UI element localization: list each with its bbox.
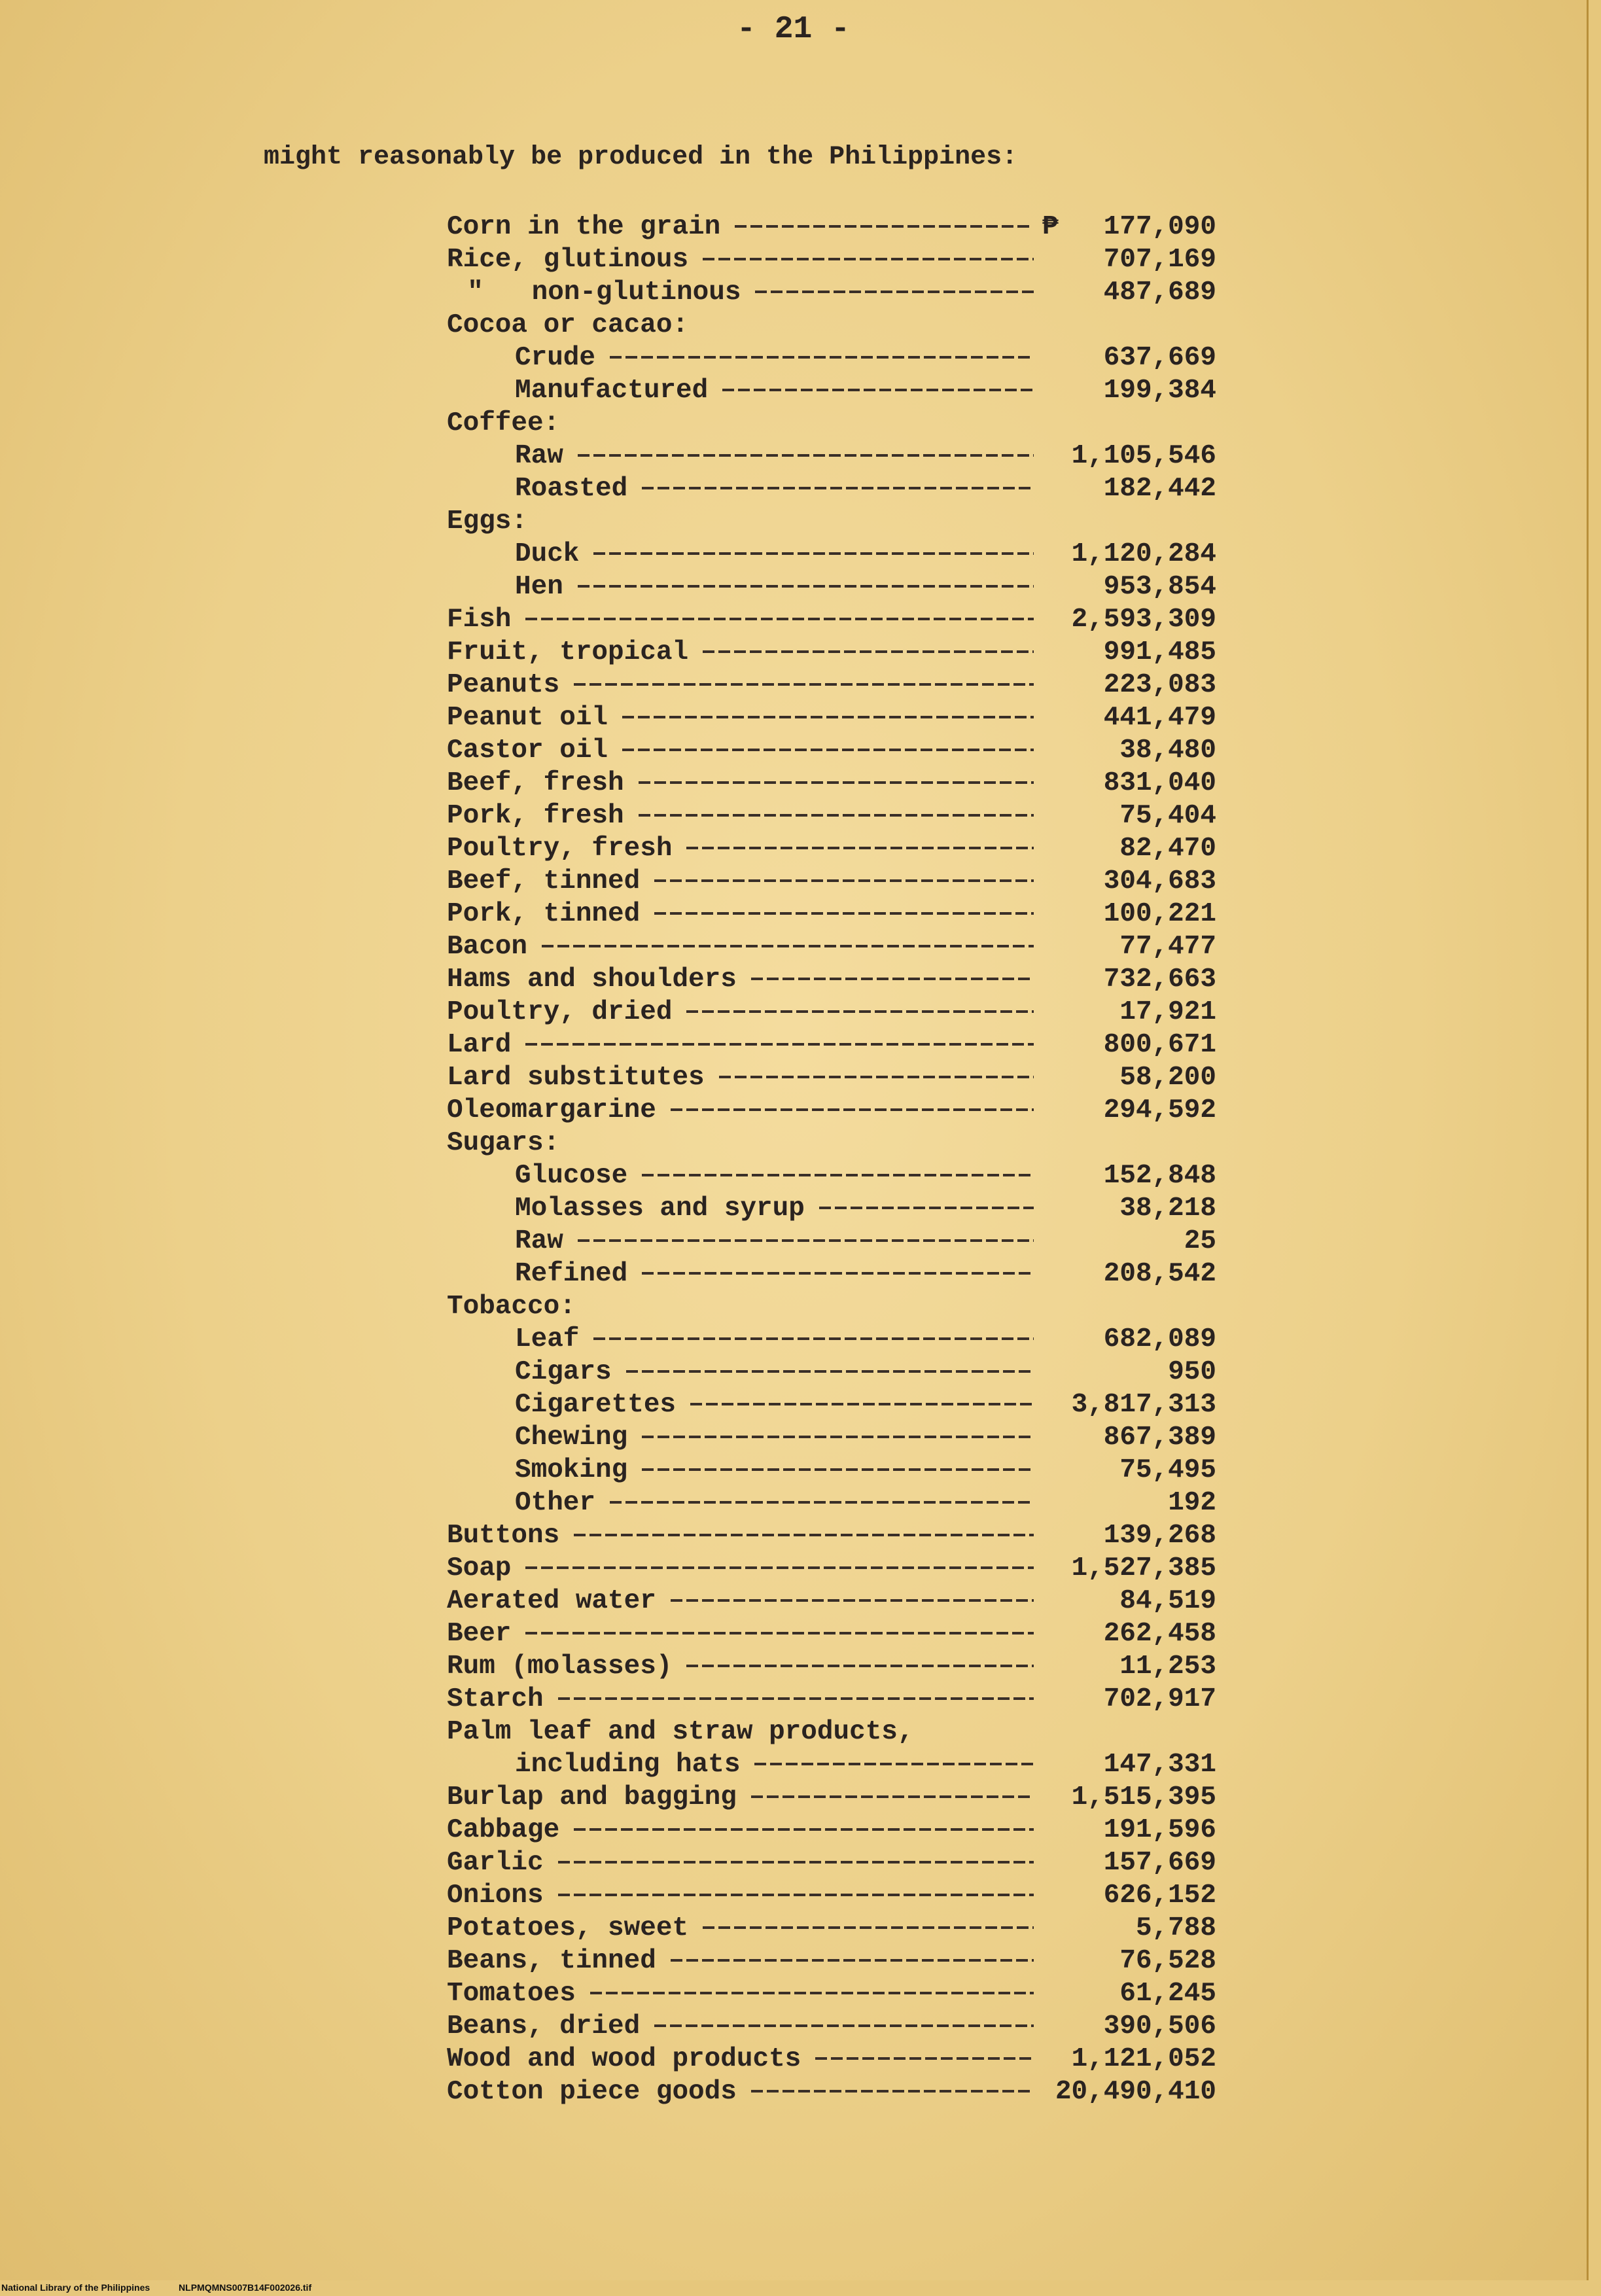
leader-dashes bbox=[703, 258, 1034, 260]
commodity-label: Cabbage bbox=[447, 1815, 560, 1845]
commodity-label: Poultry, dried bbox=[447, 997, 673, 1027]
leader-dashes bbox=[751, 2090, 1034, 2093]
leader-dashes bbox=[654, 2024, 1034, 2027]
commodity-value: 441,479 bbox=[1103, 703, 1216, 733]
commodity-label: Hen bbox=[515, 572, 563, 602]
leader-dashes bbox=[525, 1043, 1034, 1046]
commodity-row bbox=[0, 1650, 1587, 1683]
commodity-row bbox=[0, 1421, 1587, 1454]
commodity-value: 1,527,385 bbox=[1071, 1553, 1216, 1583]
commodity-label: Burlap and bagging bbox=[447, 1782, 737, 1812]
leader-dashes bbox=[558, 1861, 1034, 1863]
commodity-label: Eggs: bbox=[447, 506, 528, 537]
leader-dashes bbox=[610, 356, 1034, 359]
leader-dashes bbox=[622, 749, 1034, 751]
leader-dashes bbox=[686, 1665, 1034, 1667]
commodity-value: 953,854 bbox=[1103, 572, 1216, 602]
commodity-row bbox=[0, 1748, 1587, 1781]
commodity-row bbox=[0, 1519, 1587, 1552]
commodity-label: Beans, tinned bbox=[447, 1946, 656, 1976]
commodity-value: 191,596 bbox=[1103, 1815, 1216, 1845]
commodity-row bbox=[0, 701, 1587, 734]
commodity-row bbox=[0, 832, 1587, 865]
commodity-label: Castor oil bbox=[447, 735, 608, 766]
commodity-label: Pork, tinned bbox=[447, 899, 641, 929]
commodity-label: Bacon bbox=[447, 932, 528, 962]
commodity-row bbox=[0, 898, 1587, 930]
leader-dashes bbox=[719, 1076, 1034, 1078]
commodity-value: 84,519 bbox=[1119, 1586, 1216, 1616]
leader-dashes bbox=[574, 1828, 1034, 1831]
commodity-value: 867,389 bbox=[1103, 1422, 1216, 1453]
commodity-label: Fruit, tropical bbox=[447, 637, 689, 667]
commodity-label: Beef, fresh bbox=[447, 768, 624, 798]
commodity-row bbox=[0, 2043, 1587, 2075]
commodity-label: Oleomargarine bbox=[447, 1095, 656, 1125]
leader-dashes bbox=[593, 552, 1034, 555]
commodity-label: " non-glutinous bbox=[467, 277, 741, 308]
commodity-label: Tobacco: bbox=[447, 1292, 576, 1322]
commodity-row bbox=[0, 374, 1587, 407]
commodity-label: Beer bbox=[447, 1619, 512, 1649]
leader-dashes bbox=[686, 1010, 1034, 1013]
commodity-label: Duck bbox=[515, 539, 580, 569]
commodity-label: Refined bbox=[515, 1259, 628, 1289]
leader-dashes bbox=[626, 1370, 1034, 1373]
commodity-row bbox=[0, 1388, 1587, 1421]
commodity-row bbox=[0, 1127, 1587, 1159]
commodity-value: 208,542 bbox=[1103, 1259, 1216, 1289]
commodity-value: 682,089 bbox=[1103, 1324, 1216, 1354]
commodity-row bbox=[0, 1094, 1587, 1127]
commodity-label: Peanut oil bbox=[447, 703, 608, 733]
commodity-label: Raw bbox=[515, 441, 563, 471]
commodity-row bbox=[0, 472, 1587, 505]
commodity-label: Coffee: bbox=[447, 408, 560, 438]
commodity-value: 294,592 bbox=[1103, 1095, 1216, 1125]
commodity-row bbox=[0, 342, 1587, 374]
commodity-value: 75,495 bbox=[1119, 1455, 1216, 1485]
leader-dashes bbox=[590, 1992, 1034, 1994]
commodity-row bbox=[0, 276, 1587, 309]
commodity-label: Potatoes, sweet bbox=[447, 1913, 689, 1943]
leader-dashes bbox=[703, 650, 1034, 653]
commodity-value: 800,671 bbox=[1103, 1030, 1216, 1060]
commodity-label: Beans, dried bbox=[447, 2011, 641, 2041]
commodity-row bbox=[0, 1846, 1587, 1879]
commodity-label: Lard substitutes bbox=[447, 1063, 705, 1093]
commodity-label: Leaf bbox=[515, 1324, 580, 1354]
commodity-value: 831,040 bbox=[1103, 768, 1216, 798]
leader-dashes bbox=[525, 1632, 1034, 1634]
commodity-value: 17,921 bbox=[1119, 997, 1216, 1027]
commodity-row bbox=[0, 1716, 1587, 1748]
commodity-label: Peanuts bbox=[447, 670, 560, 700]
leader-dashes bbox=[819, 1207, 1034, 1209]
leader-dashes bbox=[639, 781, 1034, 784]
commodity-label: Soap bbox=[447, 1553, 512, 1583]
leader-dashes bbox=[735, 225, 1030, 228]
commodity-row bbox=[0, 309, 1587, 342]
commodity-label: including hats bbox=[515, 1750, 741, 1780]
leader-dashes bbox=[578, 1239, 1034, 1242]
commodity-row bbox=[0, 996, 1587, 1029]
commodity-value: 157,669 bbox=[1103, 1848, 1216, 1878]
leader-dashes bbox=[610, 1501, 1034, 1504]
commodity-row bbox=[0, 1977, 1587, 2010]
commodity-value: 626,152 bbox=[1103, 1881, 1216, 1911]
commodity-label: Palm leaf and straw products, bbox=[447, 1717, 914, 1747]
leader-dashes bbox=[578, 585, 1034, 588]
commodity-row bbox=[0, 538, 1587, 571]
commodity-row bbox=[0, 243, 1587, 276]
leader-dashes bbox=[671, 1959, 1034, 1962]
commodity-label: Starch bbox=[447, 1684, 544, 1714]
leader-dashes bbox=[525, 618, 1034, 620]
commodity-row bbox=[0, 1225, 1587, 1258]
commodity-row bbox=[0, 571, 1587, 603]
commodity-value: 262,458 bbox=[1103, 1619, 1216, 1649]
leader-dashes bbox=[642, 1468, 1034, 1471]
leader-dashes bbox=[578, 454, 1034, 457]
commodity-label: Hams and shoulders bbox=[447, 964, 737, 995]
leader-dashes bbox=[703, 1926, 1034, 1929]
commodity-row bbox=[0, 440, 1587, 472]
leader-dashes bbox=[754, 1763, 1034, 1765]
commodity-label: Tomatoes bbox=[447, 1979, 576, 2009]
commodity-row bbox=[0, 505, 1587, 538]
commodity-label: Rum (molasses) bbox=[447, 1651, 673, 1682]
leader-dashes bbox=[574, 1534, 1034, 1536]
leader-dashes bbox=[654, 912, 1034, 915]
commodity-label: Crude bbox=[515, 343, 596, 373]
leader-dashes bbox=[671, 1108, 1034, 1111]
leader-dashes bbox=[642, 487, 1034, 489]
commodity-row bbox=[0, 1290, 1587, 1323]
commodity-label: Raw bbox=[515, 1226, 563, 1256]
commodity-label: Roasted bbox=[515, 474, 628, 504]
commodity-value: 11,253 bbox=[1119, 1651, 1216, 1682]
commodity-row bbox=[0, 1258, 1587, 1290]
commodity-value: 58,200 bbox=[1119, 1063, 1216, 1093]
leader-dashes bbox=[593, 1337, 1034, 1340]
commodity-value: 152,848 bbox=[1103, 1161, 1216, 1191]
commodity-row bbox=[0, 1192, 1587, 1225]
leader-dashes bbox=[525, 1566, 1034, 1569]
commodity-value: 38,480 bbox=[1119, 735, 1216, 766]
commodity-row bbox=[0, 603, 1587, 636]
commodity-value: 182,442 bbox=[1103, 474, 1216, 504]
commodity-value: 20,490,410 bbox=[1055, 2077, 1216, 2107]
commodity-value: 77,477 bbox=[1119, 932, 1216, 962]
scan-footer bbox=[1, 2282, 338, 2293]
commodity-label: Manufactured bbox=[515, 376, 709, 406]
leader-dashes bbox=[686, 847, 1034, 849]
commodity-value: 61,245 bbox=[1119, 1979, 1216, 2009]
commodity-row bbox=[0, 1356, 1587, 1388]
leader-dashes bbox=[642, 1174, 1034, 1176]
commodity-value: 139,268 bbox=[1103, 1521, 1216, 1551]
intro-sentence: might reasonably be produced in the Philippines: bbox=[264, 143, 1018, 172]
commodity-row bbox=[0, 1814, 1587, 1846]
commodity-label: Sugars: bbox=[447, 1128, 560, 1158]
commodity-label: Rice, glutinous bbox=[447, 245, 689, 275]
commodity-row bbox=[0, 636, 1587, 669]
commodity-label: Cigars bbox=[515, 1357, 612, 1387]
commodity-value: 3,817,313 bbox=[1071, 1390, 1216, 1420]
commodity-label: Fish bbox=[447, 605, 512, 635]
commodity-row bbox=[0, 2075, 1587, 2108]
leader-dashes bbox=[654, 879, 1034, 882]
commodity-label: Poultry, fresh bbox=[447, 834, 673, 864]
commodity-value: 147,331 bbox=[1103, 1750, 1216, 1780]
commodity-row bbox=[0, 1061, 1587, 1094]
commodity-label: Glucose bbox=[515, 1161, 628, 1191]
library-credit: National Library of the Philippines bbox=[1, 2282, 150, 2293]
commodity-value: 707,169 bbox=[1103, 245, 1216, 275]
commodity-value: 223,083 bbox=[1103, 670, 1216, 700]
leader-dashes bbox=[690, 1403, 1034, 1405]
commodity-label: Lard bbox=[447, 1030, 512, 1060]
commodity-label: Other bbox=[515, 1488, 596, 1518]
leader-dashes bbox=[558, 1894, 1034, 1896]
commodity-label: Pork, fresh bbox=[447, 801, 624, 831]
commodity-value: 177,090 bbox=[1103, 212, 1216, 242]
commodity-label: Cigarettes bbox=[515, 1390, 677, 1420]
commodity-row bbox=[0, 1781, 1587, 1814]
commodity-row bbox=[0, 930, 1587, 963]
currency-symbol: ₱ bbox=[1042, 212, 1059, 242]
leader-dashes bbox=[642, 1436, 1034, 1438]
leader-dashes bbox=[542, 945, 1034, 947]
commodity-value: 1,120,284 bbox=[1071, 539, 1216, 569]
commodity-value: 5,788 bbox=[1135, 1913, 1216, 1943]
commodity-label: Aerated water bbox=[447, 1586, 656, 1616]
commodity-value: 637,669 bbox=[1103, 343, 1216, 373]
commodity-value: 304,683 bbox=[1103, 866, 1216, 896]
commodity-row bbox=[0, 1552, 1587, 1585]
commodity-row bbox=[0, 767, 1587, 800]
commodity-label: Chewing bbox=[515, 1422, 628, 1453]
commodity-row bbox=[0, 1585, 1587, 1617]
file-name: NLPMQMNS007B14F002026.tif bbox=[179, 2282, 312, 2293]
commodity-value: 75,404 bbox=[1119, 801, 1216, 831]
commodity-value: 76,528 bbox=[1119, 1946, 1216, 1976]
leader-dashes bbox=[639, 814, 1034, 817]
commodity-value: 100,221 bbox=[1103, 899, 1216, 929]
leader-dashes bbox=[671, 1599, 1034, 1602]
commodity-value: 2,593,309 bbox=[1071, 605, 1216, 635]
commodity-label: Cocoa or cacao: bbox=[447, 310, 689, 340]
leader-dashes bbox=[815, 2057, 1034, 2060]
leader-dashes bbox=[751, 1795, 1034, 1798]
commodity-row bbox=[0, 1159, 1587, 1192]
commodity-label: Cotton piece goods bbox=[447, 2077, 737, 2107]
commodity-label: Onions bbox=[447, 1881, 544, 1911]
commodity-value: 487,689 bbox=[1103, 277, 1216, 308]
commodity-row bbox=[0, 407, 1587, 440]
leader-dashes bbox=[622, 716, 1034, 718]
commodity-label: Wood and wood products bbox=[447, 2044, 801, 2074]
commodity-label: Smoking bbox=[515, 1455, 628, 1485]
commodity-value: 38,218 bbox=[1119, 1193, 1216, 1224]
commodity-row bbox=[0, 1912, 1587, 1945]
commodity-row bbox=[0, 865, 1587, 898]
commodity-row bbox=[0, 1945, 1587, 1977]
commodity-row bbox=[0, 1879, 1587, 1912]
commodity-row bbox=[0, 1617, 1587, 1650]
commodity-row bbox=[0, 963, 1587, 996]
leader-dashes bbox=[722, 389, 1034, 391]
commodity-row bbox=[0, 669, 1587, 701]
commodity-row bbox=[0, 1029, 1587, 1061]
commodity-value: 1,121,052 bbox=[1071, 2044, 1216, 2074]
leader-dashes bbox=[558, 1697, 1034, 1700]
commodity-value: 25 bbox=[1184, 1226, 1216, 1256]
commodity-value: 1,515,395 bbox=[1071, 1782, 1216, 1812]
commodity-label: Molasses and syrup bbox=[515, 1193, 805, 1224]
page-number: - 21 - bbox=[737, 12, 850, 47]
commodity-row bbox=[0, 1454, 1587, 1487]
commodity-value: 702,917 bbox=[1103, 1684, 1216, 1714]
commodity-label: Garlic bbox=[447, 1848, 544, 1878]
commodity-value: 950 bbox=[1168, 1357, 1216, 1387]
commodity-value: 199,384 bbox=[1103, 376, 1216, 406]
leader-dashes bbox=[642, 1272, 1034, 1275]
commodity-value: 192 bbox=[1168, 1488, 1216, 1518]
commodity-label: Buttons bbox=[447, 1521, 560, 1551]
leader-dashes bbox=[751, 978, 1034, 980]
commodity-label: Corn in the grain bbox=[447, 212, 721, 242]
commodity-row bbox=[0, 734, 1587, 767]
commodity-label: Beef, tinned bbox=[447, 866, 641, 896]
commodity-row bbox=[0, 211, 1587, 243]
commodity-value: 991,485 bbox=[1103, 637, 1216, 667]
commodity-row bbox=[0, 1487, 1587, 1519]
commodity-value: 1,105,546 bbox=[1071, 441, 1216, 471]
commodity-row bbox=[0, 800, 1587, 832]
commodity-value: 732,663 bbox=[1103, 964, 1216, 995]
commodity-value: 82,470 bbox=[1119, 834, 1216, 864]
commodity-value: 390,506 bbox=[1103, 2011, 1216, 2041]
leader-dashes bbox=[574, 683, 1034, 686]
commodity-row bbox=[0, 1323, 1587, 1356]
commodity-row bbox=[0, 2010, 1587, 2043]
leader-dashes bbox=[755, 291, 1034, 293]
commodity-row bbox=[0, 1683, 1587, 1716]
